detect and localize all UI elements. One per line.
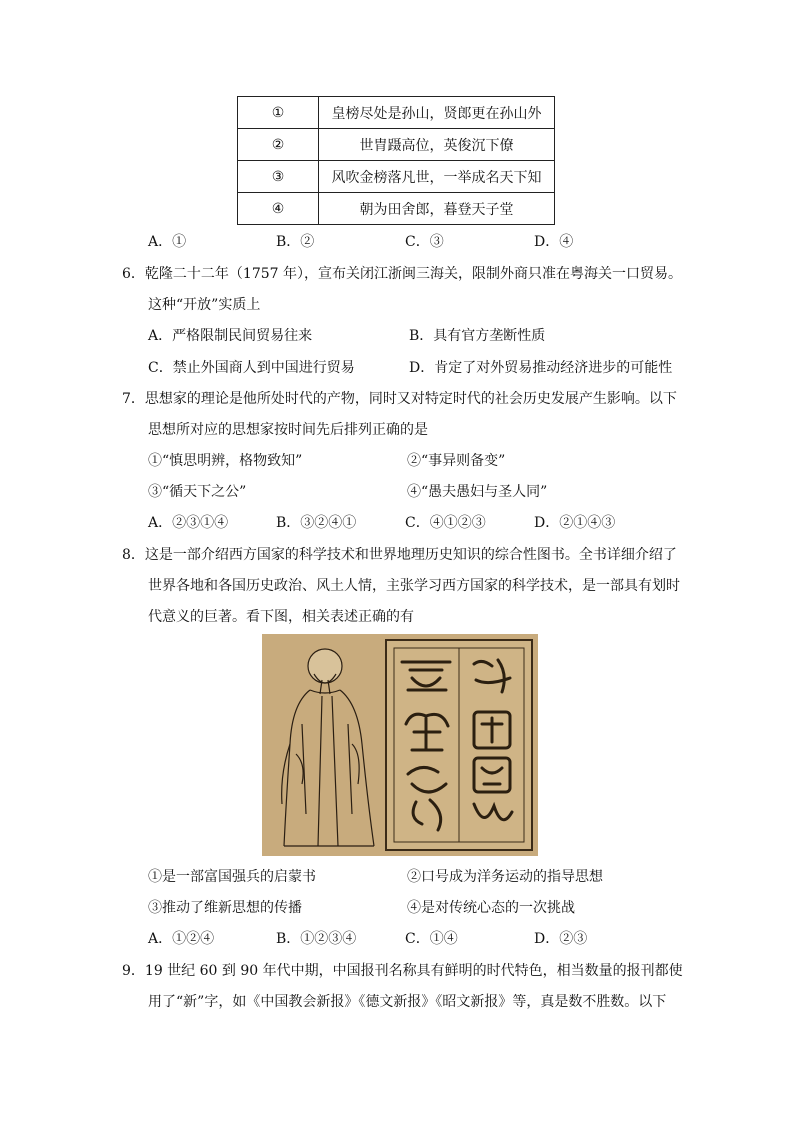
q6-option-c: C．禁止外国商人到中国进行贸易 xyxy=(148,360,355,376)
q8-stem-line1: 8．这是一部介绍西方国家的科学技术和世界地理历史知识的综合性图书。全书详细介绍了 xyxy=(122,547,677,563)
q6-stem-line2: 这种“开放”实质上 xyxy=(148,297,261,313)
q7-option-c: C．④①②③ xyxy=(405,515,486,531)
q7-option-d: D．②①④③ xyxy=(534,515,616,531)
q7-item-3: ③“循天下之公” xyxy=(148,484,247,500)
q7-stem-line1: 7．思想家的理论是他所处时代的产物，同时又对特定时代的社会历史发展产生影响。以下 xyxy=(122,391,677,407)
q9-stem-line1: 9．19 世纪 60 到 90 年代中期，中国报刊名称具有鲜明的时代特色，相当数量的报刊都使 xyxy=(122,963,683,979)
row-number: ① xyxy=(238,97,319,129)
q5-option-c: C．③ xyxy=(405,234,444,250)
row-number: ② xyxy=(238,129,319,161)
q8-item-2: ②口号成为洋务运动的指导思想 xyxy=(407,869,603,885)
q5-option-a: A．① xyxy=(148,234,187,250)
table-row xyxy=(238,97,555,129)
q8-item-4: ④是对传统心态的一次挑战 xyxy=(407,900,575,916)
q8-stem-line2: 世界各地和各国历史政治、风土人情，主张学习西方国家的科学技术，是一部具有划时 xyxy=(148,578,680,594)
row-text: 皇榜尽处是孙山，贤郎更在孙山外 xyxy=(319,97,555,129)
q7-option-b: B．③②④① xyxy=(276,515,357,531)
q8-item-3: ③推动了维新思想的传播 xyxy=(148,900,302,916)
q7-stem-line2: 思想所对应的思想家按时间先后排列正确的是 xyxy=(148,422,428,438)
row-number: ④ xyxy=(238,193,319,225)
row-number: ③ xyxy=(238,161,319,193)
q5-option-b: B．② xyxy=(276,234,315,250)
poem-table xyxy=(237,96,555,225)
q8-item-1: ①是一部富国强兵的启蒙书 xyxy=(148,869,316,885)
q6-stem-line1: 6．乾隆二十二年（1757 年），宣布关闭江浙闽三海关，限制外商只准在粤海关一口贸易。 xyxy=(122,266,682,282)
row-text: 朝为田舍郎，暮登天子堂 xyxy=(319,193,555,225)
q8-stem-line3: 代意义的巨著。看下图，相关表述正确的有 xyxy=(148,609,414,625)
q9-stem-line2: 用了“新”字，如《中国教会新报》《德文新报》《昭文新报》等，真是数不胜数。以下 xyxy=(148,994,667,1010)
q8-option-b: B．①②③④ xyxy=(276,931,357,947)
q6-option-d: D．肯定了对外贸易推动经济进步的可能性 xyxy=(409,360,673,376)
q6-option-a: A．严格限制民间贸易往来 xyxy=(148,328,313,344)
q8-option-c: C．①④ xyxy=(405,931,458,947)
table-row xyxy=(238,129,555,161)
q8-option-d: D．②③ xyxy=(534,931,588,947)
book-cover-figure xyxy=(262,634,538,856)
table-row xyxy=(238,161,555,193)
q6-option-b: B．具有官方垄断性质 xyxy=(409,328,546,344)
q8-option-a: A．①②④ xyxy=(148,931,215,947)
q5-option-d: D．④ xyxy=(534,234,574,250)
q7-item-1: ①“慎思明辨，格物致知” xyxy=(148,453,303,469)
table-row xyxy=(238,193,555,225)
row-text: 世胄蹑高位，英俊沉下僚 xyxy=(319,129,555,161)
q7-item-4: ④“愚夫愚妇与圣人同” xyxy=(407,484,548,500)
q7-item-2: ②“事异则备变” xyxy=(407,453,506,469)
row-text: 风吹金榜落凡世，一举成名天下知 xyxy=(319,161,555,193)
q7-option-a: A．②③①④ xyxy=(148,515,229,531)
portrait-and-book-image xyxy=(262,634,538,856)
